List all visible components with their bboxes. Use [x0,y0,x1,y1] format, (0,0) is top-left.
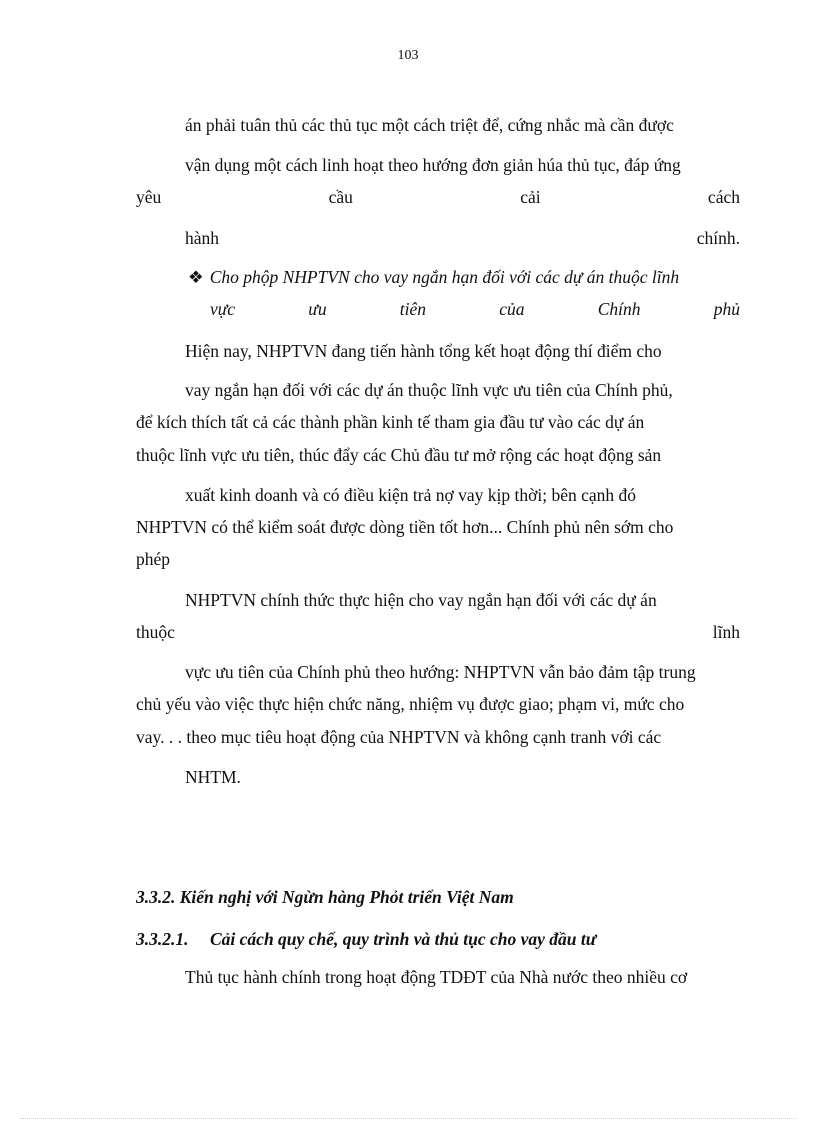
text-line: thuộc lĩnh vực ưu tiên, thúc đẩy các Chủ đầu tư mở rộng các hoạt động sản [136,445,662,465]
text-line-spread [185,227,740,249]
text-line-spread [210,298,740,320]
text-line: để kích thích tất cả các thành phần kinh tế tham gia đầu tư vào các dự án [136,412,645,432]
text-line: vận dụng một cách linh hoạt theo hướng đơn giản húa thủ tục, đáp ứng [185,155,681,175]
word: của [499,299,525,319]
page-bottom-rule [20,1118,796,1119]
word: cầu [328,187,353,207]
bullet-heading [188,266,679,288]
word: cải [520,187,541,207]
subsection-heading [136,928,596,950]
text-line: Thủ tục hành chính trong hoạt động TDĐT của Nhà nước theo nhiều cơ [185,967,688,987]
word: chính. [696,228,740,248]
text-line: vực ưu tiên của Chính phủ theo hướng: NHPTVN vẫn bảo đảm tập trung [185,662,696,682]
text-line-spread [136,186,740,208]
text-line: phép [136,549,171,569]
page-number: 103 [397,48,419,63]
section-heading: 3.3.2. Kiến nghị với Ngừn hàng Phỏt triển Việt Nam [136,887,514,907]
bullet-heading-text: Cho phộp NHPTVN cho vay ngắn hạn đối với các dự án thuộc lĩnh [209,267,680,287]
text-line: xuất kinh doanh và có điều kiện trả nợ vay kịp thời; bên cạnh đó [185,485,637,505]
word: Chính [597,299,641,319]
text-line: chủ yếu vào việc thực hiện chức năng, nhiệm vụ được giao; phạm vi, mức cho [136,694,685,714]
text-line: án phải tuân thủ các thủ tục một cách triệt để, cứng nhắc mà cần được [185,115,674,135]
word: thuộc [136,622,175,642]
text-line: NHTM. [185,767,241,787]
word: ưu [308,299,327,319]
text-line: vay ngắn hạn đối với các dự án thuộc lĩnh vực ưu tiên của Chính phủ, [185,380,673,400]
word: tiên [399,299,427,319]
text-line: Hiện nay, NHPTVN đang tiến hành tổng kết hoạt động thí điểm cho [185,341,662,361]
subsection-number: 3.3.2.1. [136,929,189,949]
word: lĩnh [712,622,740,642]
text-line: NHPTVN chính thức thực hiện cho vay ngắn hạn đối với các dự án [185,590,657,610]
word: yêu [136,187,162,207]
subsection-title: Cải cách quy chế, quy trình và thủ tục cho vay đầu tư [210,929,597,949]
text-line: vay. . . theo mục tiêu hoạt động của NHPTVN và không cạnh tranh với các [136,727,662,747]
word: cách [707,187,740,207]
word: phủ [713,299,740,319]
diamond-bullet-icon: ❖ [188,267,204,287]
word: vực [210,299,236,319]
text-line-spread [136,621,740,643]
text-line: NHPTVN có thể kiểm soát được dòng tiền tốt hơn... Chính phủ nên sớm cho [136,517,674,537]
word: hành [185,228,220,248]
